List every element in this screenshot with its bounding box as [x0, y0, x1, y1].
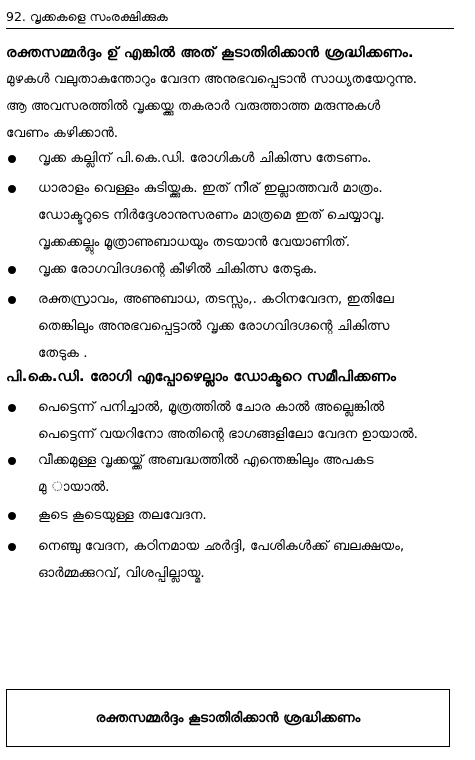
list-item-line: വീക്കമുള്ള വൃക്കയ്ക്ക് അബദ്ധത്തിൽ എന്തെങ്കിലും അപകട: [38, 452, 374, 468]
bullet-icon: [8, 404, 16, 412]
intro-paragraph: [6, 66, 456, 147]
list-item-line: വൃക്ക കല്ലിന് പി.കെ.ഡി. രോഗികൾ ചികിത്സ തേടണം.: [38, 150, 372, 166]
bullet-icon: [8, 155, 16, 163]
bullet-icon: [8, 296, 16, 304]
bullet-icon: [8, 457, 16, 465]
list-item-line: പെട്ടെന്ന് വയറിനോ അതിന്റെ ഭാഗങ്ങളിലോ വേദന ഉായാൽ.: [38, 426, 418, 442]
list-item-line: ഡോക്ടറുടെ നിർദ്ദേശാനുസരണം മാത്രമെ ഇത് ചെയ്യാവൂ.: [38, 207, 385, 223]
list-item-line: തെങ്കിലും അനുഭവപ്പെട്ടാൽ വൃക്ക രോഗവിദഗ്ദന്റെ ചികിത്സ: [38, 318, 390, 334]
list-item-line: പെട്ടെന്ന് പനിച്ചാൽ, മൂത്രത്തിൽ ചോര കാൽ അല്ലെങ്കിൽ: [38, 399, 385, 415]
intro-line: ആ അവസരത്തിൽ വൃക്കയ്ക്കു തകരാർ വരുത്താത്ത മരുന്നുകൾ: [6, 98, 381, 114]
list-item-line: നെഞ്ചു വേദന, കഠിനമായ ഛർദ്ദി, പേശികൾക്ക് ബലക്ഷയം,: [38, 538, 405, 554]
bullet-icon: [8, 266, 16, 274]
list-item-line: മു ായാൽ.: [38, 479, 110, 495]
list-item-line: തേടുക .: [38, 345, 88, 361]
list-item-line: കൂടെ കൂടെയുള്ള തലവേദന.: [38, 507, 207, 523]
list-item-line: വൃക്കക്കല്ലും മൂത്രാണുബാധയും തടയാൻ വേയാണിത്.: [38, 234, 351, 250]
section-heading-blood-pressure: രക്തസമ്മർദ്ദം ഉ് എങ്കിൽ അത് കൂടാതിരിക്കാൻ ശ്രദ്ധിക്കണം.: [6, 45, 414, 61]
section-heading-when-to-see-doctor: പി.കെ.ഡി. രോഗി എപ്പോഴെല്ലാം ഡോക്ടറെ സമീപിക്കണം: [6, 369, 397, 385]
list-item-line: വൃക്ക രോഗവിദഗ്ദന്റെ കീഴിൽ ചികിത്സ തേടുക.: [38, 261, 318, 277]
callout-box: [6, 689, 450, 747]
list-item-line: ഓർമ്മക്കുറവ്, വിശപ്പില്ലായ്മ.: [38, 565, 205, 581]
list-item-line: രക്തസ്രാവം, അണുബാധ, തടസ്സം,. കഠിനവേദന, ഇതിലേ: [38, 291, 394, 307]
intro-line: മുഴകൾ വലുതാകുന്തോറും വേദന അനുഭവപ്പെടാൻ സാധ്യതയേറുന്നു.: [6, 71, 418, 87]
running-header: 92. വൃക്കകളെ സംരക്ഷിക്കുക: [6, 8, 454, 29]
bullet-icon: [8, 185, 16, 193]
bullet-icon: [8, 543, 16, 551]
callout-text: രക്തസമ്മർദ്ദം കൂടാതിരിക്കാൻ ശ്രദ്ധിക്കണം: [95, 710, 361, 726]
bullet-icon: [8, 512, 16, 520]
list-item-line: ധാരാളം വെള്ളം കുടിയ്ക്കുക. ഇത് നീര് ഇല്ലാത്തവർ മാത്രം.: [38, 180, 383, 196]
intro-line: വേണം കഴിക്കാൻ.: [6, 125, 119, 141]
